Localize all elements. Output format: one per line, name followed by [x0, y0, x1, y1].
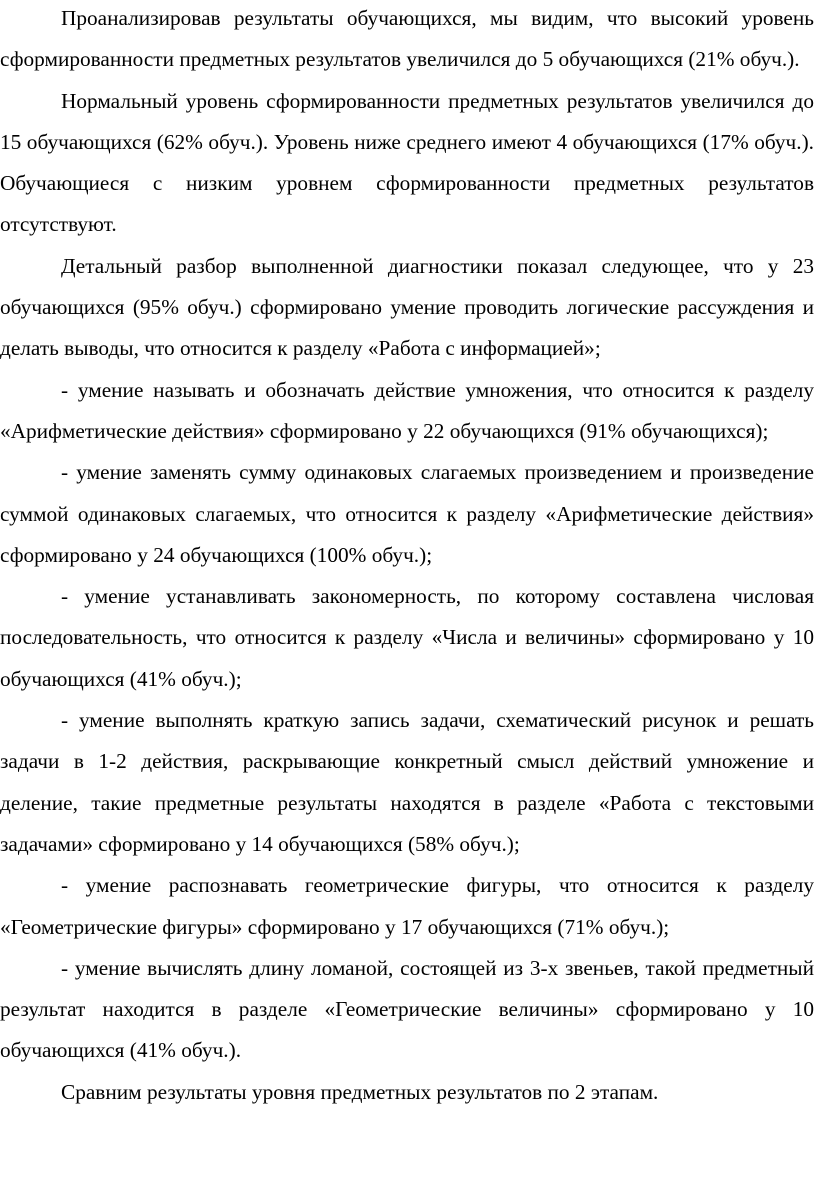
paragraph-skill-multiplication: - умение называть и обозначать действие умножения, что относится к разделу «Арифметические действия» сформировано у 22 обучающихся (91% обучающихся);	[0, 377, 814, 443]
paragraph-normal-level: Нормальный уровень сформированности предметных результатов увеличился до 15 обучающихся (62% обуч.). Уровень ниже среднего имеют 4 обучающихся (17% обуч.). Обучающиеся с низким уровнем сформированности предметных результатов отсутствуют.	[0, 88, 814, 237]
paragraph-skill-sequence: - умение устанавливать закономерность, по которому составлена числовая последовательность, что относится к разделу «Числа и величины» сформировано у 10 обучающихся (41% обуч.);	[0, 584, 814, 691]
paragraph-skill-geometric-figures: - умение распознавать геометрические фигуры, что относится к разделу «Геометрические фигуры» сформировано у 17 обучающихся (71% обуч.);	[0, 873, 814, 939]
paragraph-skill-sum-product: - умение заменять сумму одинаковых слагаемых произведением и произведение суммой одинаковых слагаемых, что относится к разделу «Арифметические действия» сформировано у 24 обучающихся (100% обуч.);	[0, 460, 814, 567]
paragraph-comparison: Сравним результаты уровня предметных результатов по 2 этапам.	[61, 1079, 659, 1104]
paragraph-high-level: Проанализировав результаты обучающихся, мы видим, что высокий уровень сформированности предметных результатов увеличился до 5 обучающихся (21% обуч.).	[0, 6, 814, 72]
paragraph-diagnostics-intro: Детальный разбор выполненной диагностики показал следующее, что у 23 обучающихся (95% обуч.) сформировано умение проводить логические рассуждения и делать выводы, что относится к разделу «Работа с информацией»;	[0, 253, 814, 361]
paragraph-skill-word-problems: - умение выполнять краткую запись задачи, схематический рисунок и решать задачи в 1-2 действия, раскрывающие конкретный смысл действий умножение и деление, такие предметные результаты находятся в разделе «Работа с текстовыми задачами» сформировано у 14 обучающихся (58% обуч.);	[0, 708, 814, 856]
paragraph-skill-polyline-length: - умение вычислять длину ломаной, состоящей из 3-х звеньев, такой предметный результат находится в разделе «Геометрические величины» сформировано у 10 обучающихся (41% обуч.).	[0, 955, 814, 1063]
